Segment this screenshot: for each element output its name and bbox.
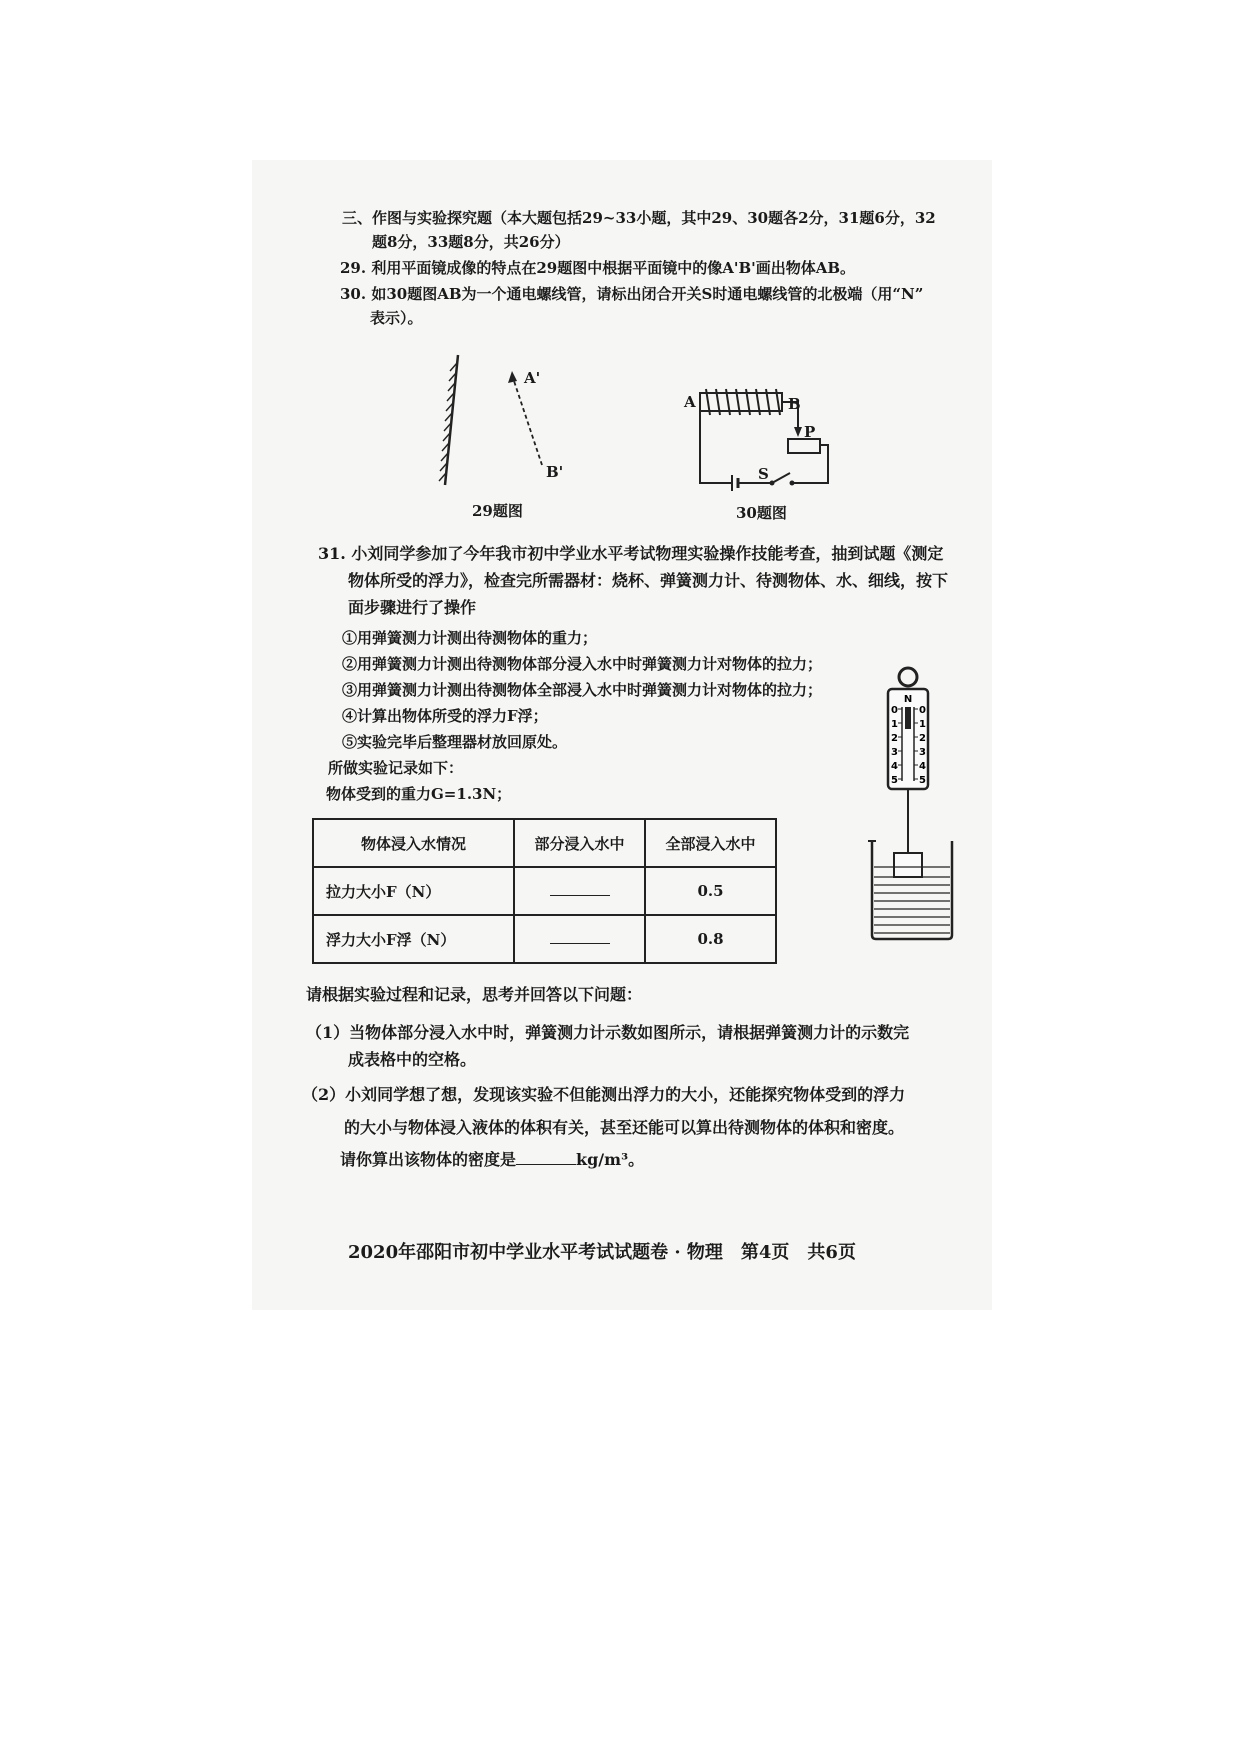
scale-tick-right: 4 [919,761,926,772]
q29-number: 29. [340,259,367,277]
scale-tick-right: 0 [919,705,926,716]
q31-sub1-line1: （1）当物体部分浸入水中时，弹簧测力计示数如图所示，请根据弹簧测力计的示数完 [306,1023,910,1042]
q30-body-cont: 表示）。 [370,309,423,327]
section-header-line2: 题8分，33题8分，共26分） [372,233,570,251]
fig30-label-s: S [758,465,769,483]
q31-prompt: 请根据实验过程和记录，思考并回答以下问题： [306,985,643,1004]
scale-tick-left: 2 [891,733,898,744]
fig30-caption: 30题图 [736,504,787,522]
scale-tick-left: 3 [891,747,898,758]
answer-blank[interactable] [550,931,610,944]
table-row [313,915,776,963]
q31-step-1: ①用弹簧测力计测出待测物体的重力； [342,629,598,647]
table-header-cell: 部分浸入水中 [514,819,645,867]
q31-step-5: ⑤实验完毕后整理器材放回原处。 [342,733,568,751]
row-label: 拉力大小F（N） [313,867,514,915]
fig29-caption: 29题图 [472,502,523,520]
fig29-label-a-prime: A' [524,369,541,387]
figure-30-circuit [680,385,860,495]
table-header-cell: 物体浸入水情况 [313,819,514,867]
section-header-line1: 三、作图与实验探究题（本大题包括29~33小题，其中29、30题各2分，31题6分，32 [342,209,936,227]
scale-tick-right: 1 [919,719,926,730]
row-label: 浮力大小F浮（N） [313,915,514,963]
density-unit: kg/m³。 [576,1150,645,1169]
scale-unit: N [903,694,913,705]
table-row [313,867,776,915]
table-header-row [313,819,776,867]
value-cell: 0.8 [645,915,776,963]
q29-text [340,258,855,278]
scale-tick-left: 0 [891,705,898,716]
q31-number: 31. [318,544,346,563]
q31-intro3: 面步骤进行了操作 [348,598,477,617]
q31-record-intro: 所做实验记录如下： [328,759,464,777]
scale-tick-right: 2 [919,733,926,744]
scale-tick-right: 5 [919,775,926,786]
experiment-record-table [312,818,777,964]
fig30-label-b: B [788,395,801,413]
q30-body: 如30题图AB为一个通电螺线管，请标出闭合开关S时通电螺线管的北极端（用“N” [371,285,924,303]
value-cell: 0.5 [645,867,776,915]
fig30-label-a: A [684,393,696,411]
q31-intro1: 小刘同学参加了今年我市初中学业水平考试物理实验操作技能考查，抽到试题《测定 [351,544,944,563]
scale-tick-right: 3 [919,747,926,758]
q31-sub2-line3 [340,1149,644,1171]
table-header-cell: 全部浸入水中 [645,819,776,867]
q30-number: 30. [340,285,367,303]
answer-blank[interactable] [550,883,610,896]
answer-blank-cell [514,867,645,915]
scale-tick-left: 4 [891,761,898,772]
page-footer: 2020年邵阳市初中学业水平考试试题卷 · 物理 第4页 共6页 [348,1242,856,1263]
spring-scale-beaker-figure [862,665,972,945]
fig29-label-b-prime: B' [546,463,564,481]
q31-sub1-line2: 成表格中的空格。 [348,1050,477,1069]
density-answer-blank[interactable] [516,1152,576,1165]
q31-intro2: 物体所受的浮力》，检查完所需器材：烧杯、弹簧测力计、待测物体、水、细线，按下 [348,571,949,590]
scale-tick-left: 1 [891,719,898,730]
q31-step-2: ②用弹簧测力计测出待测物体部分浸入水中时弹簧测力计对物体的拉力； [342,655,823,673]
q31-step-4: ④计算出物体所受的浮力F浮； [342,707,548,725]
q31-sub2-line1: （2）小刘同学想了想，发现该实验不但能测出浮力的大小，还能探究物体受到的浮力 [302,1085,906,1104]
q29-body: 利用平面镜成像的特点在29题图中根据平面镜中的像A'B'画出物体AB。 [371,259,856,277]
scale-tick-left: 5 [891,775,898,786]
q30-text [340,284,923,304]
q31-intro-line1 [318,543,943,565]
fig30-label-p: P [804,423,816,441]
q31-step-3: ③用弹簧测力计测出待测物体全部浸入水中时弹簧测力计对物体的拉力； [342,681,823,699]
q31-gravity: 物体受到的重力G=1.3N； [326,785,512,803]
q31-sub2-line2: 的大小与物体浸入液体的体积有关，甚至还能可以算出待测物体的体积和密度。 [344,1118,905,1137]
answer-blank-cell [514,915,645,963]
density-question: 请你算出该物体的密度是 [340,1150,517,1169]
